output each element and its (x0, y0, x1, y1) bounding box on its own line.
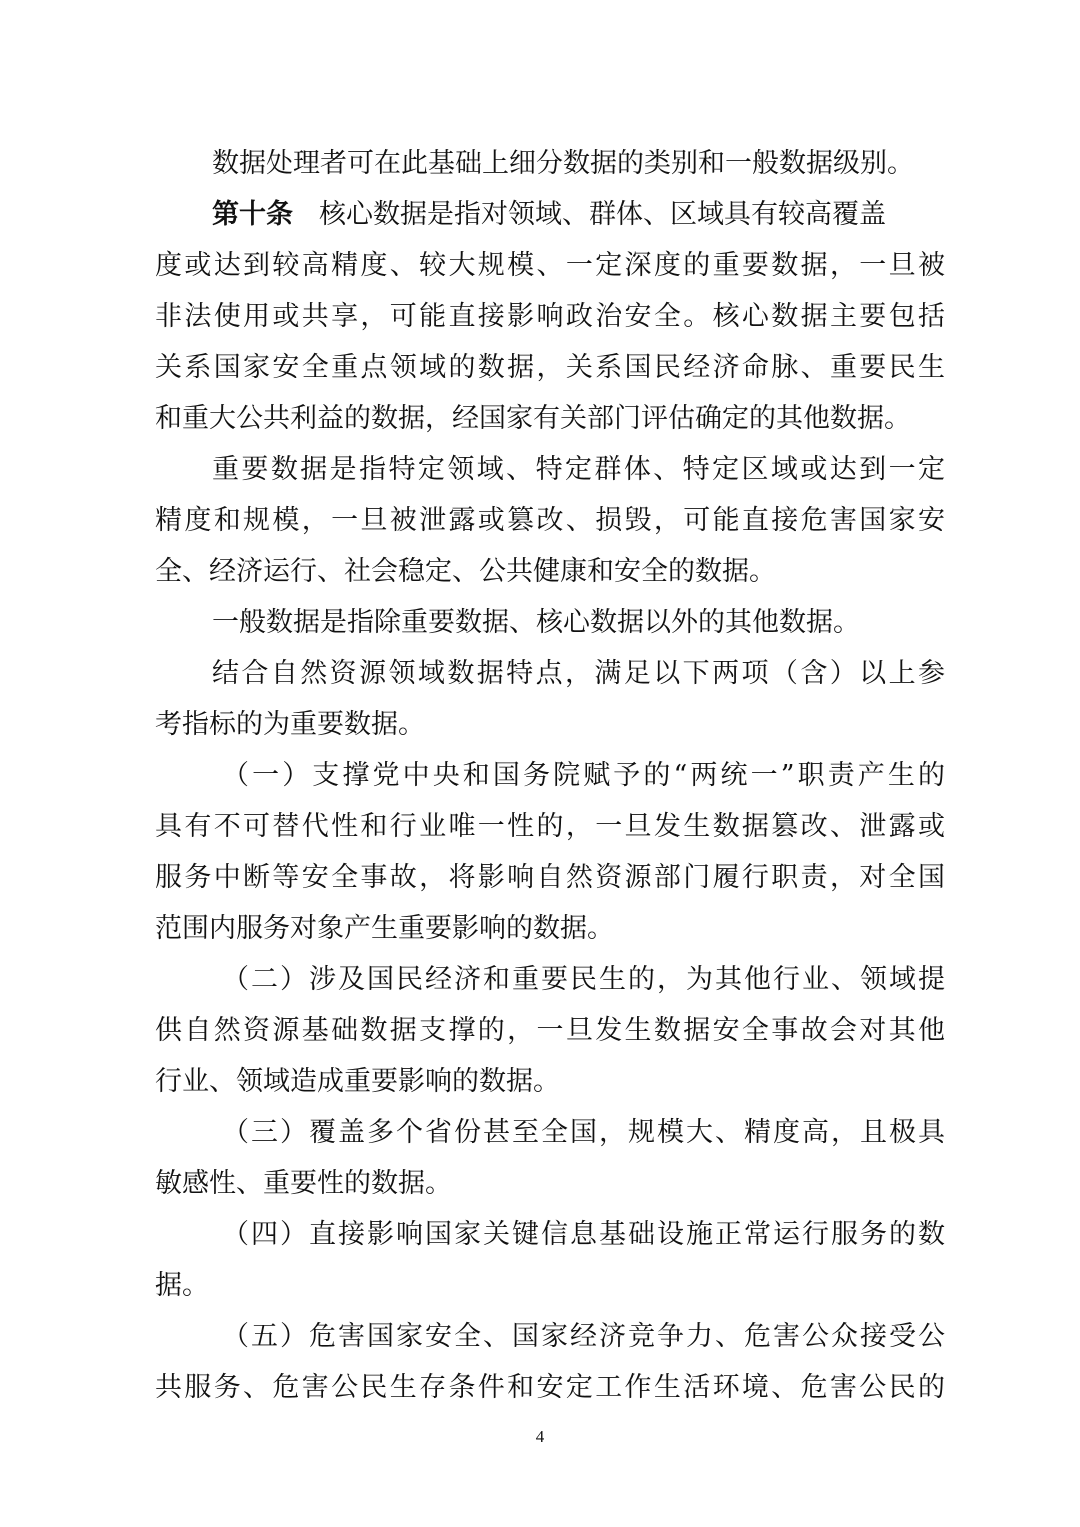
paragraph-line: 重要数据是指特定领域、特定群体、特定区域或达到一定 (212, 454, 945, 485)
list-item-line: （二）涉及国民经济和重要民生的，为其他行业、领域提 (222, 964, 945, 995)
list-item-line: 行业、领域造成重要影响的数据。 (155, 1066, 560, 1097)
paragraph-line: 考指标的为重要数据。 (155, 709, 425, 740)
list-item-line: 具有不可替代性和行业唯一性的，一旦发生数据篡改、泄露或 (155, 811, 945, 842)
list-item-line: （一）支撑党中央和国务院赋予的“两统一”职责产生的 (222, 760, 945, 791)
paragraph-line-text: 核心数据是指对领域、群体、区域具有较高覆盖 (319, 199, 886, 230)
list-item-line: 范围内服务对象产生重要影响的数据。 (155, 913, 614, 944)
paragraph-line: 全、经济运行、社会稳定、公共健康和安全的数据。 (155, 556, 776, 587)
list-item-line: 据。 (155, 1270, 209, 1301)
paragraph-line: 和重大公共利益的数据，经国家有关部门评估确定的其他数据。 (155, 403, 911, 434)
paragraph-line: 度或达到较高精度、较大规模、一定深度的重要数据，一旦被 (155, 250, 945, 281)
paragraph-line: 关系国家安全重点领域的数据，关系国民经济命脉、重要民生 (155, 352, 945, 383)
paragraph-line: 精度和规模，一旦被泄露或篡改、损毁，可能直接危害国家安 (155, 505, 945, 536)
body-text (155, 138, 945, 1413)
article-10-first-line (155, 189, 945, 240)
list-item-line: （三）覆盖多个省份甚至全国，规模大、精度高，且极具 (222, 1117, 945, 1148)
list-item-line: （五）危害国家安全、国家经济竞争力、危害公众接受公 (222, 1321, 945, 1352)
paragraph-line: 非法使用或共享，可能直接影响政治安全。核心数据主要包括 (155, 301, 945, 332)
paragraph-line: 数据处理者可在此基础上细分数据的类别和一般数据级别。 (212, 148, 914, 179)
list-item-line: 供自然资源基础数据支撑的，一旦发生数据安全事故会对其他 (155, 1015, 945, 1046)
paragraph-line: 结合自然资源领域数据特点，满足以下两项（含）以上参 (212, 658, 945, 689)
article-label: 第十条 (212, 199, 293, 230)
list-item-line: 共服务、危害公民生存条件和安定工作生活环境、危害公民的 (155, 1372, 945, 1403)
paragraph-line: 一般数据是指除重要数据、核心数据以外的其他数据。 (212, 607, 860, 638)
list-item-line: （四）直接影响国家关键信息基础设施正常运行服务的数 (222, 1219, 945, 1250)
page-number: 4 (535, 1427, 545, 1446)
list-item-line: 敏感性、重要性的数据。 (155, 1168, 452, 1199)
list-item-line: 服务中断等安全事故，将影响自然资源部门履行职责，对全国 (155, 862, 945, 893)
